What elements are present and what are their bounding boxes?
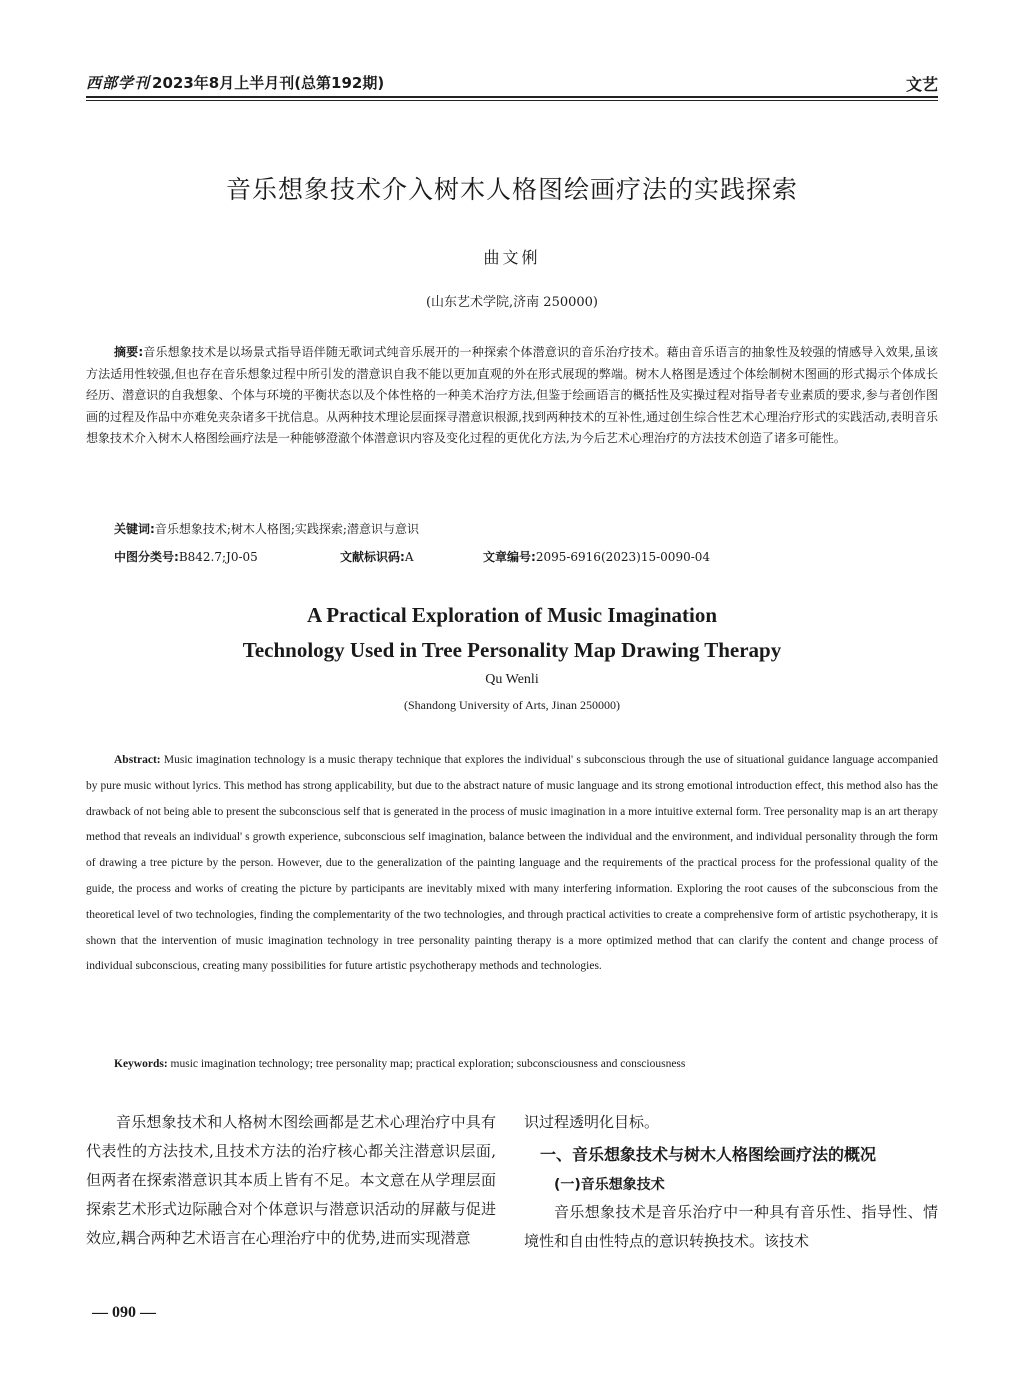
running-header <box>86 70 938 98</box>
body-section-paragraph: 音乐想象技术是音乐治疗中一种具有音乐性、指导性、情境性和自由性特点的意识转换技术。该技术 <box>524 1203 938 1250</box>
body-left-column <box>86 1108 496 1253</box>
clc-value: B842.7;J0-05 <box>178 550 258 564</box>
subsection-heading-1: (一)音乐想象技术 <box>554 1177 665 1193</box>
en-abstract <box>86 748 938 980</box>
en-title-line1: A Practical Exploration of Music Imagination <box>306 603 718 627</box>
en-abstract-label: Abstract: <box>114 754 161 766</box>
en-title-line2: Technology Used in Tree Personality Map Drawing Therapy <box>242 638 782 662</box>
cn-abstract-text: 音乐想象技术是以场景式指导语伴随无歌词式纯音乐展开的一种探索个体潜意识的音乐治疗技术。藉由音乐语言的抽象性及较强的情感导入效果,虽该方法适用性较强,但也存在音乐想象过程中所引发的潜意识自我不能以更加直观的外在形式展现的弊端。树木人格图是透过个体绘制树木图画的形式揭示个体成长经历、潜意识的自我想象、个体与环境的平衡状态以及个体性格的一种美术治疗方法,但鉴于绘画语言的概括性及实操过程对指导者专业素质的要求,参与者创作图画的过程及作品中亦难免夹杂诸多干扰信息。从两种技术理论层面探寻潜意识根源,找到两种技术的互补性,通过创生综合性艺术心理治疗形式的实践活动,表明音乐想象技术介入树木人格图绘画疗法是一种能够澄澈个体潜意识内容及变化过程的更优化方法,为今后艺术心理治疗的方法技术创造了诸多可能性。 <box>86 345 938 445</box>
doc-code-value: A <box>404 550 414 564</box>
section-name: 文艺 <box>905 75 938 94</box>
body-continuation: 识过程透明化目标。 <box>524 1113 660 1131</box>
en-keywords-label: Keywords: <box>114 1058 168 1070</box>
cn-abstract <box>86 342 938 450</box>
page-number: — 090 — <box>92 1304 156 1321</box>
journal-logo: 西部学刊 <box>86 74 151 92</box>
cn-title: 音乐想象技术介入树木人格图绘画疗法的实践探索 <box>225 175 798 204</box>
cn-author: 曲文俐 <box>483 248 541 267</box>
cn-keywords-label: 关键词: <box>114 522 155 536</box>
article-no-label: 文章编号: <box>483 550 536 564</box>
en-abstract-text: Music imagination technology is a music therapy technique that explores the individual' s subconscious through the use of situational guidance language accompanied by pure music without lyrics. This method has strong applicability, but due to the abstract nature of music language and its strong emotional introduction effect, this method also has the drawback of not being able to present the subconscious self that is generated in the process of music imagination in a more intuitive external form. Tree personality map is an art therapy method that reveals an individual' s growth experience, subconscious self imagination, balance between the individual and the environment, and individual personality through the form of drawing a tree picture by the person. However, due to the generalization of the painting language and the requirements of the practical process for the professional quality of the guide, the process and works of creating the picture by participants are inevitably mixed with many interfering information. Exploring the root causes of the subconscious from the theoretical level of two technologies, finding the complementarity of the two technologies, and through practical activities to create a comprehensive form of artistic psychotherapy, it is shown that the intervention of music imagination technology in tree personality painting therapy is a more optimized method that can clarify the content and change process of individual subconscious, creating many possibilities for future artistic psychotherapy methods and technologies. <box>86 754 939 973</box>
section-heading-1: 一、音乐想象技术与树木人格图绘画疗法的概况 <box>540 1145 877 1164</box>
issue-info: 2023年8月上半月刊(总第192期) <box>152 74 385 92</box>
article-no-item <box>483 548 710 565</box>
en-affiliation: (Shandong University of Arts, Jinan 250000) <box>404 698 620 712</box>
cn-affiliation: (山东艺术学院,济南 250000) <box>425 295 599 310</box>
cn-keywords-text: 音乐想象技术;树木人格图;实践探索;潜意识与意识 <box>154 522 419 536</box>
doc-code-label: 文献标识码: <box>340 550 405 564</box>
body-right-column <box>524 1108 938 1256</box>
cn-keywords <box>114 520 419 537</box>
header-rule-thin <box>86 100 938 101</box>
en-author: Qu Wenli <box>485 672 539 687</box>
en-keywords-text: music imagination technology; tree personality map; practical exploration; subconsciousness and consciousness <box>170 1058 686 1070</box>
journal-issue <box>86 72 384 93</box>
clc-label: 中图分类号: <box>114 550 179 564</box>
en-keywords <box>114 1058 685 1070</box>
cn-classification <box>114 548 710 565</box>
clc-item <box>114 548 340 565</box>
doc-code-item <box>340 548 483 565</box>
header-rule <box>86 96 938 98</box>
article-no-value: 2095-6916(2023)15-0090-04 <box>535 550 711 564</box>
cn-abstract-label: 摘要: <box>114 345 144 359</box>
body-intro-paragraph: 音乐想象技术和人格树木图绘画都是艺术心理治疗中具有代表性的方法技术,且技术方法的治疗核心都关注潜意识层面,但两者在探索潜意识其本质上皆有不足。本文意在从学理层面探索艺术形式边际融合对个体意识与潜意识活动的屏蔽与促进效应,耦合两种艺术语言在心理治疗中的优势,进而实现潜意 <box>86 1113 496 1247</box>
en-title <box>86 598 938 668</box>
